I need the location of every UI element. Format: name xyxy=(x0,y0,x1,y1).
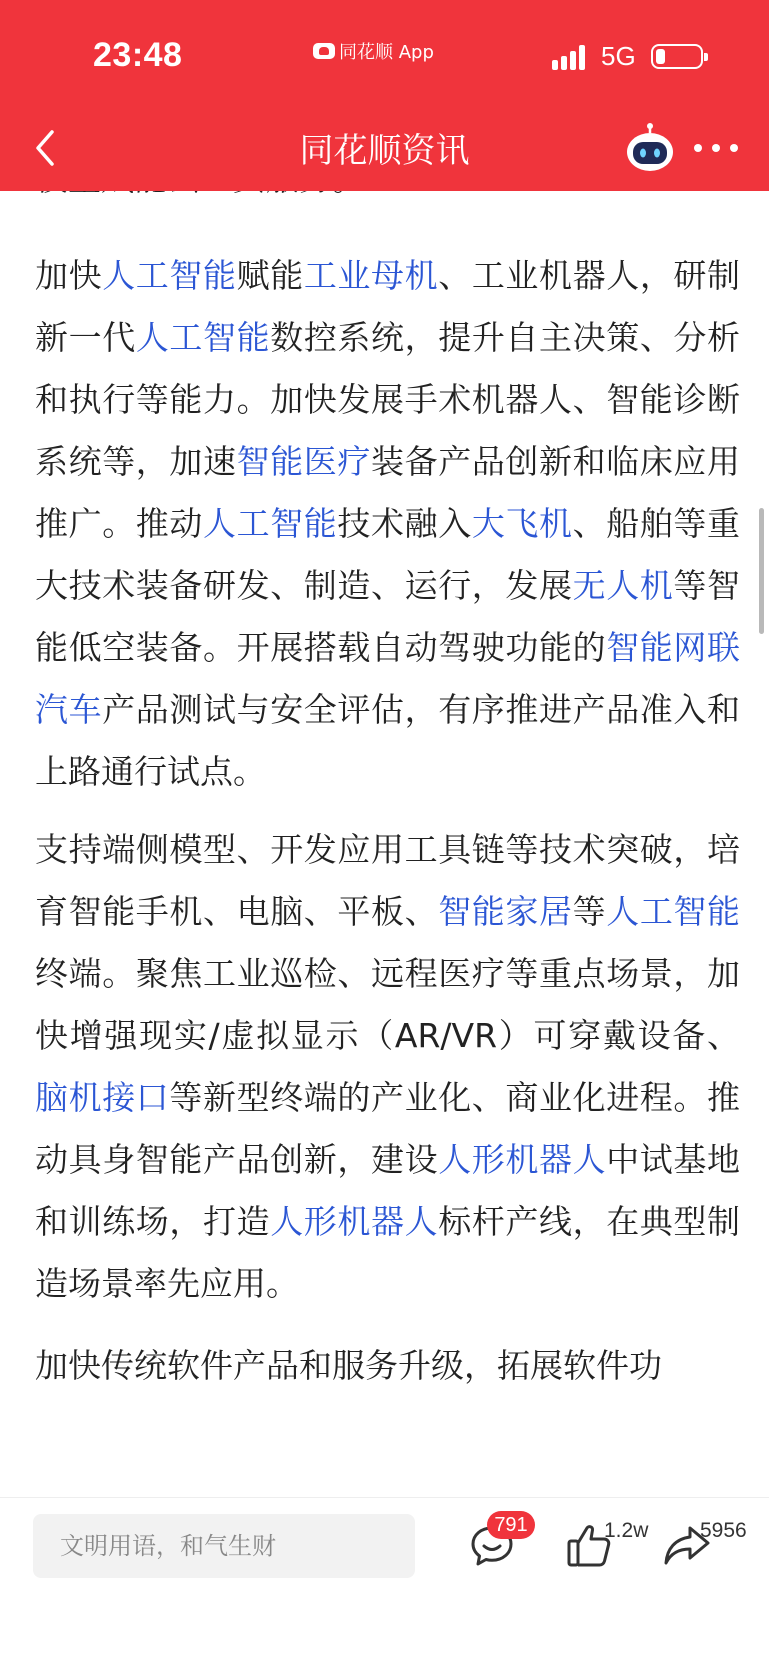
paragraph-text: 装备产品创新和临床应用推广。推动 xyxy=(35,442,741,543)
like-count: 1.2w xyxy=(604,1519,649,1542)
app-header xyxy=(0,0,769,191)
paragraph-text: 技术融入 xyxy=(337,504,472,543)
paragraph-text: 等智能低空装备。开展搭载自动驾驶功能的 xyxy=(35,566,741,667)
robot-assistant-button[interactable] xyxy=(624,122,676,174)
status-time: 23:48 xyxy=(93,36,183,74)
paragraph-text: 产品测试与安全评估，有序推进产品准入和上路通行试点。 xyxy=(35,690,741,791)
concept-link[interactable]: 人形机器人 xyxy=(270,1202,439,1241)
robot-assistant-icon xyxy=(624,122,676,174)
page-title: 同花顺资讯 xyxy=(299,131,470,171)
scrollbar[interactable] xyxy=(759,508,764,634)
concept-link[interactable]: 脑机接口 xyxy=(35,1078,170,1117)
article-paragraph-2 xyxy=(35,819,740,1315)
article-paragraph-3 xyxy=(35,1335,740,1397)
concept-link[interactable]: 智能医疗 xyxy=(236,442,372,481)
paragraph-text: 终端。聚焦工业巡检、远程医疗等重点场景，加快增强现实/虚拟显示（AR/VR）可穿戴设备、 xyxy=(35,954,740,1055)
comment-input[interactable]: 文明用语，和气生财 xyxy=(33,1514,415,1578)
paragraph-text: 标杆产线，在典型制造场景率先应用。 xyxy=(35,1202,741,1303)
concept-link[interactable]: 大飞机 xyxy=(471,504,573,543)
back-arrow-icon xyxy=(28,116,72,180)
paragraph-text: 等 xyxy=(572,892,607,931)
paragraph-text: 等新型终端的产业化、商业化进程。推动具身智能产品创新，建设 xyxy=(35,1078,741,1179)
app-logo-icon xyxy=(313,43,335,59)
paragraph-text: 加快传统软件产品和服务升级，拓展软件功 xyxy=(35,1346,662,1385)
signal-icon xyxy=(552,44,585,70)
paragraph-text: 、工业机器人，研制新一代 xyxy=(35,256,741,357)
more-button[interactable] xyxy=(694,136,738,160)
article-paragraph-1 xyxy=(35,245,740,803)
paragraph-text: 加快 xyxy=(35,256,103,295)
concept-link[interactable]: 人形机器人 xyxy=(438,1140,607,1179)
concept-link[interactable]: 工业母机 xyxy=(303,256,439,295)
battery-icon xyxy=(651,44,703,69)
status-app-label xyxy=(313,38,434,64)
concept-link[interactable]: 人工智能 xyxy=(606,892,741,931)
paragraph-text: 数控系统，提升自主决策、分析和执行等能力。加快发展手术机器人、智能诊断系统等，加速 xyxy=(35,318,741,481)
concept-link[interactable]: 人工智能 xyxy=(135,318,271,357)
paragraph-text: 中试基地和训练场，打造 xyxy=(35,1140,741,1241)
concept-link[interactable]: 智能家居 xyxy=(438,892,573,931)
paragraph-text: 支持端侧模型、开发应用工具链等技术突破，培育智能手机、电脑、平板、 xyxy=(35,830,740,931)
concept-link[interactable]: 智能网联汽车 xyxy=(35,628,741,729)
more-dots-icon xyxy=(694,144,702,152)
app-label-text: 同花顺 App xyxy=(339,42,434,63)
paragraph-text: 、船舶等重大技术装备研发、制造、运行，发展 xyxy=(35,504,741,605)
network-label: 5G xyxy=(601,41,636,71)
paragraph-text: 赋能 xyxy=(236,256,304,295)
bottom-action-bar xyxy=(0,1497,769,1665)
concept-link[interactable]: 人工智能 xyxy=(203,504,338,543)
comment-count-badge: 791 xyxy=(487,1511,535,1539)
back-button[interactable] xyxy=(28,116,72,180)
share-count: 5956 xyxy=(700,1519,747,1542)
concept-link[interactable]: 无人机 xyxy=(572,566,674,605)
concept-link[interactable]: 人工智能 xyxy=(102,256,237,295)
